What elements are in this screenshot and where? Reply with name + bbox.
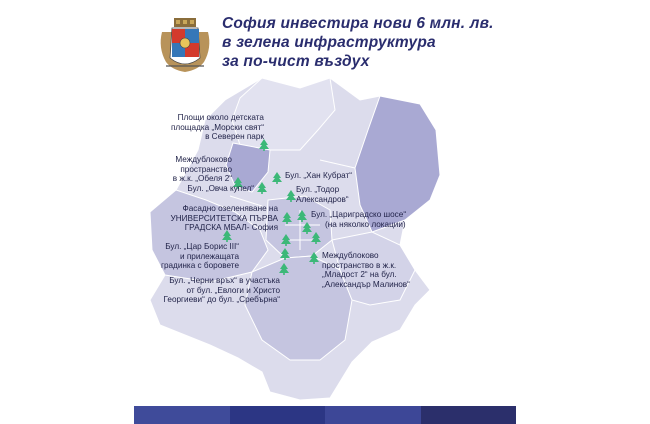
label-morski-svyat: Площи около детската площадка „Морски свят“ в Северен парк [170, 113, 264, 142]
label-cherni-vrah: Бул. „Черни връх“ в участъка от бул. „Евлоги и Христо Георгиеви“ до бул. „Сребърна“ [163, 276, 280, 305]
footer-color-bar [134, 406, 516, 424]
label-todor-aleksandrov: Бул. „Тодор Александров“ [296, 185, 349, 204]
header [0, 0, 650, 80]
title-line-2: в зелена инфраструктура [222, 34, 436, 51]
label-ovcha-kupel: Бул. „Овча купел“ [187, 184, 254, 193]
label-fasade-greening: Фасадно озеленяване на УНИВЕРСИТЕТСКА ПЪРВА ГРАДСКА МБАЛ- София [170, 204, 278, 233]
bar-segment-1 [134, 406, 230, 424]
bar-segment-3 [325, 406, 421, 424]
label-mladost: Междублоково пространство в ж.к. „Младост 2“ на бул. „Александър Малинов“ [322, 251, 410, 289]
title-line-3: за по-чист въздух [222, 53, 370, 70]
label-tsarigradsko: Бул. „Цариградско шосе“ (на няколко локации) [311, 210, 407, 229]
label-obelya: Междублоково пространство в ж.к. „Обеля 2“ [172, 155, 232, 184]
page-title [222, 14, 494, 71]
bar-segment-2 [230, 406, 326, 424]
sofia-coat-of-arms [158, 18, 212, 74]
label-khan-kubrat: Бул. „Хан Кубрат“ [285, 171, 353, 180]
label-tsar-boris: Бул. „Цар Борис III“ и прилежащата градинка с боровете [160, 242, 239, 271]
title-line-1: София инвестира нови 6 млн. лв. [222, 15, 494, 32]
bar-segment-4 [421, 406, 517, 424]
